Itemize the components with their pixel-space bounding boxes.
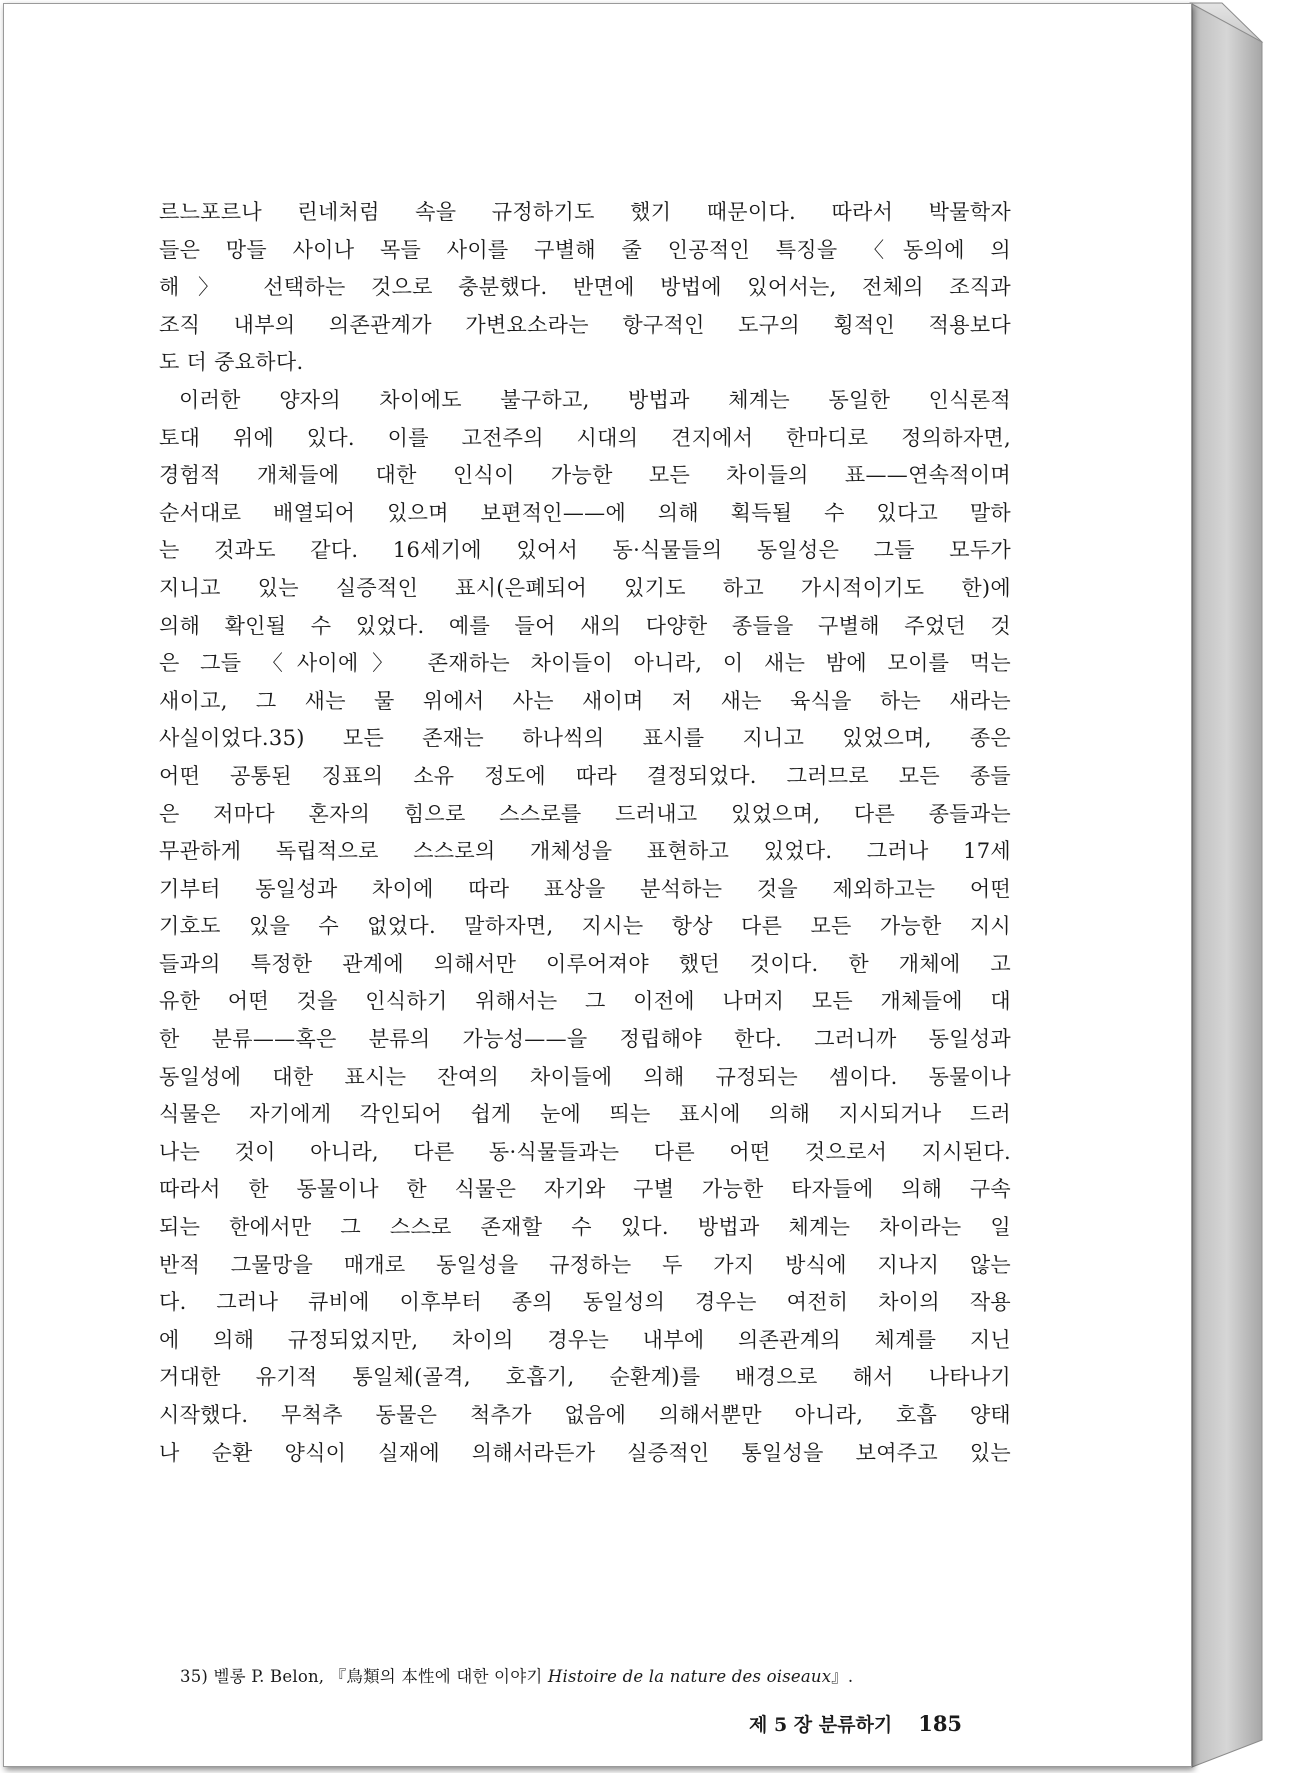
text-line: 에 의해 규정되었지만, 차이의 경우는 내부에 의존관계의 체계를 지닌 (159, 1327, 1011, 1352)
text-line: 동일성에 대한 표시는 잔여의 차이들에 의해 규정되는 셈이다. 동물이나 (159, 1064, 1011, 1089)
text-line: 사실이었다.35) 모든 존재는 하나씩의 표시를 지니고 있었으며, 종은 (159, 726, 1011, 751)
text-line: 따라서 한 동물이나 한 식물은 자기와 구별 가능한 타자들에 의해 구속 (159, 1177, 1011, 1202)
book-edge-side (1192, 4, 1262, 1767)
text-line: 다. 그러나 큐비에 이후부터 종의 동일성의 경우는 여전히 차이의 작용 (159, 1290, 1011, 1315)
text-line: 되는 한에서만 그 스스로 존재할 수 있다. 방법과 체계는 차이라는 일 (159, 1215, 1011, 1240)
text-line: 식물은 자기에게 각인되어 쉽게 눈에 띄는 표시에 의해 지시되거나 드러 (159, 1102, 1011, 1127)
text-line: 의해 확인될 수 있었다. 예를 들어 새의 다양한 종들을 구별해 주었던 것 (159, 613, 1011, 638)
text-line: 조직 내부의 의존관계가 가변요소라는 항구적인 도구의 횡적인 적용보다 (159, 312, 1011, 337)
text-line: 이러한 양자의 차이에도 불구하고, 방법과 체계는 동일한 인식론적 (179, 387, 1011, 412)
footnote-title-italic: Histoire de la nature des oiseaux (547, 1667, 832, 1686)
text-line: 는 것과도 같다. 16세기에 있어서 동·식물들의 동일성은 그들 모두가 (159, 538, 1011, 563)
page-number: 185 (918, 1711, 963, 1736)
text-line: 나 순환 양식이 실재에 의해서라든가 실증적인 통일성을 보여주고 있는 (159, 1440, 1011, 1465)
text-line: 시작했다. 무척추 동물은 척추가 없음에 의해서뿐만 아니라, 호흡 양태 (159, 1403, 1011, 1427)
text-line: 지니고 있는 실증적인 표시(은폐되어 있기도 하고 가시적이기도 한)에 (159, 575, 1011, 600)
text-line: 새이고, 그 새는 물 위에서 사는 새이며 저 새는 육식을 하는 새라는 (159, 688, 1011, 713)
text-line: 한 분류——혹은 분류의 가능성——을 정립해야 한다. 그러니까 동일성과 (159, 1027, 1011, 1052)
text-line: 나는 것이 아니라, 다른 동·식물들과는 다른 어떤 것으로서 지시된다. (159, 1139, 1011, 1164)
chapter-label: 제 5 장 분류하기 (749, 1714, 893, 1736)
text-line: 들과의 특정한 관계에 의해서만 이루어져야 했던 것이다. 한 개체에 고 (159, 951, 1011, 976)
footnote-prefix: 35) 벨롱 P. Belon, 『鳥類의 本性에 대한 이야기 (180, 1667, 548, 1686)
footnote-35 (180, 1663, 853, 1687)
text-line: 해〉 선택하는 것으로 충분했다. 반면에 방법에 있어서는, 전체의 조직과 (159, 275, 1011, 300)
text-line: 르느포르나 린네처럼 속을 규정하기도 했기 때문이다. 따라서 박물학자 (159, 200, 1011, 224)
text-line: 어떤 공통된 징표의 소유 정도에 따라 결정되었다. 그러므로 모든 종들 (159, 763, 1011, 788)
text-line: 도 더 중요하다. (159, 350, 304, 375)
text-line: 경험적 개체들에 대한 인식이 가능한 모든 차이들의 표——연속적이며 (159, 463, 1011, 488)
text-line: 기호도 있을 수 없었다. 말하자면, 지시는 항상 다른 모든 가능한 지시 (159, 914, 1011, 939)
text-line: 토대 위에 있다. 이를 고전주의 시대의 견지에서 한마디로 정의하자면, (159, 425, 1011, 450)
text-line: 거대한 유기적 통일체(골격, 호흡기, 순환계)를 배경으로 해서 나타나기 (159, 1365, 1011, 1390)
text-line: 유한 어떤 것을 인식하기 위해서는 그 이전에 나머지 모든 개체들에 대 (159, 989, 1011, 1014)
text-line: 들은 망들 사이나 목들 사이를 구별해 줄 인공적인 특징을 〈동의에 의 (159, 237, 1011, 262)
page-sheet (3, 3, 1192, 1767)
text-line: 기부터 동일성과 차이에 따라 표상을 분석하는 것을 제외하고는 어떤 (159, 876, 1011, 901)
body-text (159, 194, 1011, 1472)
footnote-suffix: 』. (831, 1667, 854, 1686)
text-line: 무관하게 독립적으로 스스로의 개체성을 표현하고 있었다. 그러나 17세 (159, 839, 1011, 864)
text-line: 반적 그물망을 매개로 동일성을 규정하는 두 가지 방식에 지나지 않는 (159, 1252, 1011, 1277)
text-line: 순서대로 배열되어 있으며 보편적인——에 의해 획득될 수 있다고 말하 (159, 500, 1011, 525)
text-line: 은 저마다 혼자의 힘으로 스스로를 드러내고 있었으며, 다른 종들과는 (159, 801, 1011, 826)
running-footer (749, 1710, 962, 1737)
text-line: 은 그들 〈사이에〉 존재하는 차이들이 아니라, 이 새는 밤에 모이를 먹는 (159, 651, 1011, 676)
